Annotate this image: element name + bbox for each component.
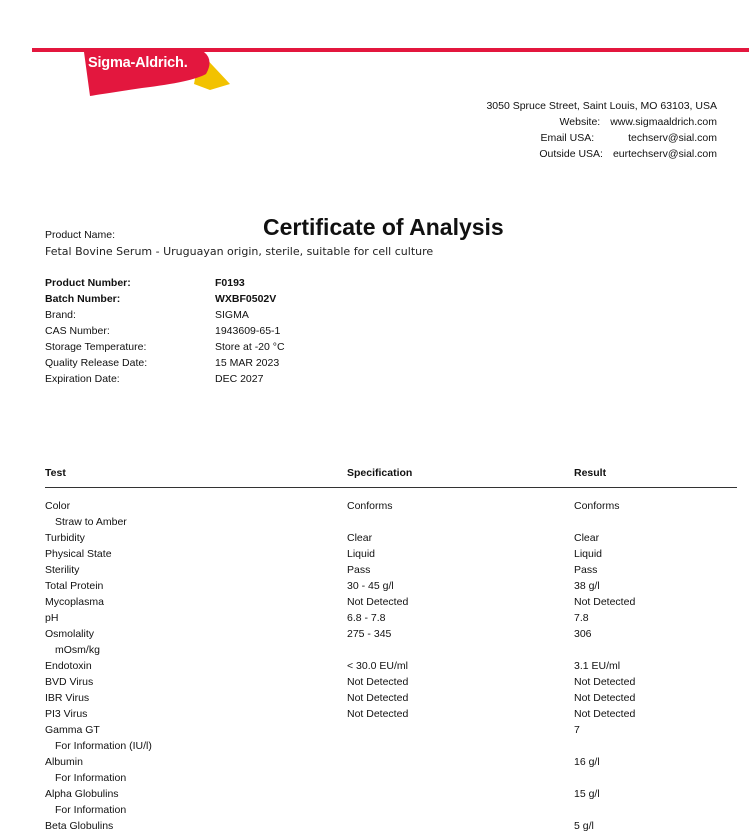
- table-row: [45, 690, 737, 706]
- table-row: [45, 658, 737, 674]
- email-label: Email USA:: [540, 132, 595, 144]
- specification-cell: Conforms: [347, 500, 393, 512]
- test-cell: PI3 Virus: [45, 708, 88, 720]
- info-row: Quality Release Date: 15 MAR 2023: [45, 357, 280, 369]
- test-cell: Endotoxin: [45, 660, 92, 672]
- result-cell: Not Detected: [574, 596, 636, 608]
- specification-cell: Not Detected: [347, 708, 409, 720]
- table-row: [45, 642, 737, 658]
- table-row: [45, 610, 737, 626]
- test-cell: Physical State: [45, 548, 112, 560]
- logo-text: Sigma-Aldrich.: [88, 55, 188, 71]
- result-cell: Not Detected: [574, 676, 636, 688]
- table-row: [45, 530, 737, 546]
- test-cell: For Information: [55, 804, 127, 816]
- info-row: Storage Temperature: Store at -20 °C: [45, 341, 285, 353]
- address-line: 3050 Spruce Street, Saint Louis, MO 63103, USA: [486, 100, 717, 112]
- result-cell: Liquid: [574, 548, 603, 560]
- test-cell: Gamma GT: [45, 724, 100, 736]
- table-row: [45, 514, 737, 530]
- table-row: [45, 546, 737, 562]
- product-name: Fetal Bovine Serum - Uruguayan origin, sterile, suitable for cell culture: [45, 245, 434, 258]
- results-table-header: [45, 467, 737, 488]
- result-cell: Not Detected: [574, 692, 636, 704]
- results-table-body: [45, 498, 737, 834]
- specification-cell: Not Detected: [347, 596, 409, 608]
- header-specification: Specification: [347, 467, 413, 479]
- specification-cell: Not Detected: [347, 676, 409, 688]
- specification-cell: Not Detected: [347, 692, 409, 704]
- specification-cell: < 30.0 EU/ml: [347, 660, 408, 672]
- test-cell: Color: [45, 500, 71, 512]
- outside-email-link[interactable]: eurtechserv@sial.com: [612, 148, 717, 160]
- result-cell: 5 g/l: [574, 820, 594, 832]
- test-cell: Beta Globulins: [45, 820, 114, 832]
- table-row: [45, 498, 737, 514]
- result-cell: 306: [574, 628, 592, 640]
- info-row: Expiration Date: DEC 2027: [45, 373, 264, 385]
- product-name-label: Product Name:: [45, 229, 116, 241]
- result-cell: Conforms: [574, 500, 620, 512]
- test-cell: Mycoplasma: [45, 596, 104, 608]
- sigma-aldrich-logo: [82, 50, 230, 98]
- page-title: Certificate of Analysis: [263, 214, 504, 240]
- specification-cell: Pass: [347, 564, 371, 576]
- result-cell: 38 g/l: [574, 580, 600, 592]
- specification-cell: Liquid: [347, 548, 376, 560]
- table-row: [45, 578, 737, 594]
- table-row: [45, 706, 737, 722]
- specification-cell: 6.8 - 7.8: [347, 612, 386, 624]
- result-cell: 15 g/l: [574, 788, 600, 800]
- result-cell: 7.8: [574, 612, 589, 624]
- table-row: [45, 802, 737, 818]
- info-row: Brand: SIGMA: [45, 309, 249, 321]
- test-cell: Straw to Amber: [55, 516, 127, 528]
- table-row: [45, 674, 737, 690]
- outside-usa-label: Outside USA:: [539, 148, 603, 160]
- test-cell: Sterility: [45, 564, 80, 576]
- test-cell: Albumin: [45, 756, 83, 768]
- table-row: [45, 770, 737, 786]
- specification-cell: 275 - 345: [347, 628, 392, 640]
- info-row: Batch Number: WXBF0502V: [45, 293, 277, 305]
- test-cell: Turbidity: [45, 532, 85, 544]
- table-row: [45, 594, 737, 610]
- header-test: Test: [45, 467, 66, 479]
- test-cell: For Information: [55, 772, 127, 784]
- test-cell: For Information (IU/l): [55, 740, 152, 752]
- test-cell: Osmolality: [45, 628, 95, 640]
- specification-cell: 30 - 45 g/l: [347, 580, 394, 592]
- table-row: [45, 626, 737, 642]
- table-row: [45, 786, 737, 802]
- info-row: CAS Number: 1943609-65-1: [45, 325, 281, 337]
- info-row: Product Number: F0193: [45, 277, 245, 289]
- table-row: [45, 738, 737, 754]
- table-row: [45, 754, 737, 770]
- product-info: [45, 275, 285, 387]
- header-result: Result: [574, 467, 607, 479]
- table-row: [45, 722, 737, 738]
- company-address: [486, 98, 717, 162]
- test-cell: mOsm/kg: [55, 644, 100, 656]
- table-row: [45, 818, 737, 834]
- website-label: Website:: [559, 116, 601, 128]
- test-cell: Total Protein: [45, 580, 104, 592]
- result-cell: Pass: [574, 564, 598, 576]
- table-row: [45, 562, 737, 578]
- test-cell: pH: [45, 612, 59, 624]
- website-link[interactable]: www.sigmaaldrich.com: [610, 116, 717, 128]
- result-cell: 7: [574, 724, 580, 736]
- result-cell: Not Detected: [574, 708, 636, 720]
- test-cell: Alpha Globulins: [45, 788, 119, 800]
- result-cell: 3.1 EU/ml: [574, 660, 621, 672]
- email-link[interactable]: techserv@sial.com: [628, 132, 717, 144]
- result-cell: Clear: [574, 532, 600, 544]
- specification-cell: Clear: [347, 532, 373, 544]
- test-cell: IBR Virus: [45, 692, 90, 704]
- result-cell: 16 g/l: [574, 756, 600, 768]
- test-cell: BVD Virus: [45, 676, 94, 688]
